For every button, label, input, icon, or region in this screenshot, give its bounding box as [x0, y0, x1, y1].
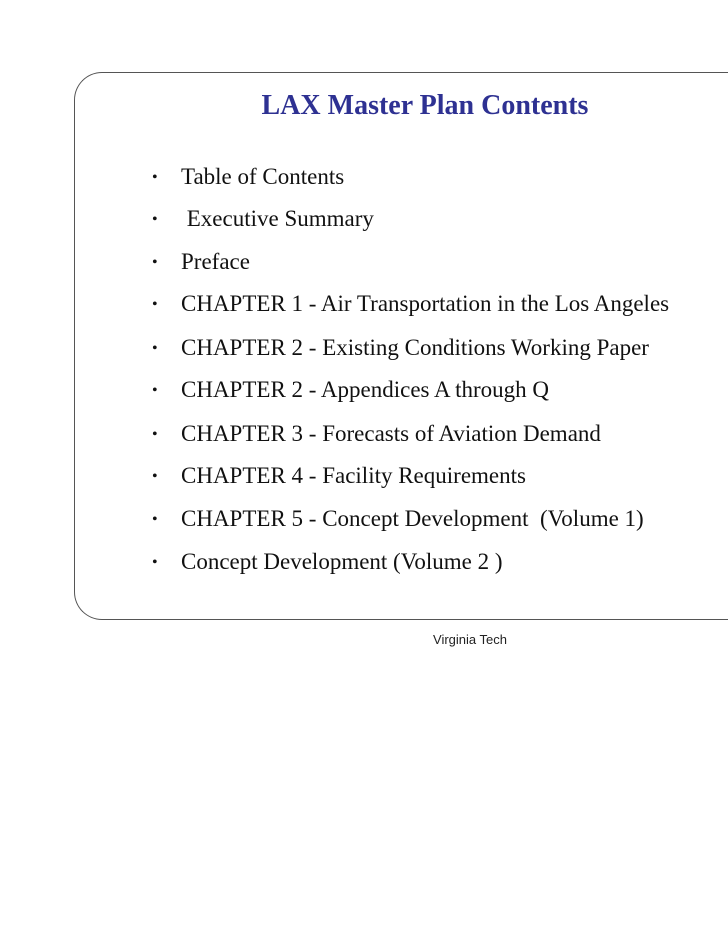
list-item-text: CHAPTER 1 - Air Transportation in the Los Angeles	[181, 291, 670, 316]
list-item	[152, 246, 728, 278]
bullet-icon: •	[152, 254, 158, 271]
bullet-icon: •	[152, 169, 158, 186]
list-item	[152, 460, 728, 492]
list-item-text: Table of Contents	[181, 164, 345, 189]
list-item-text: Concept Development (Volume 2 )	[181, 549, 503, 574]
list-item	[152, 503, 728, 535]
list-item	[152, 203, 728, 235]
bullet-icon: •	[152, 554, 158, 571]
list-item	[152, 374, 728, 406]
list-item-text: CHAPTER 2 - Appendices A through Q	[181, 377, 549, 402]
bullet-icon: •	[152, 296, 158, 313]
bullet-icon: •	[152, 211, 158, 228]
list-item-text: CHAPTER 2 - Existing Conditions Working Paper	[181, 335, 649, 360]
list-item-text: CHAPTER 3 - Forecasts of Aviation Demand	[181, 421, 601, 446]
list-item	[152, 418, 728, 450]
list-item-text: Preface	[181, 249, 250, 274]
list-item	[152, 288, 728, 320]
list-item-text: CHAPTER 5 - Concept Development (Volume 1)	[181, 506, 644, 531]
bullet-icon: •	[152, 468, 158, 485]
bullet-icon: •	[152, 511, 158, 528]
list-item	[152, 332, 728, 364]
list-item-text: Executive Summary	[181, 206, 374, 231]
slide-title: LAX Master Plan Contents	[261, 90, 589, 121]
bullet-icon: •	[152, 426, 158, 443]
bullet-icon: •	[152, 382, 158, 399]
list-item-text: CHAPTER 4 - Facility Requirements	[181, 463, 526, 488]
list-item	[152, 161, 728, 193]
bullet-icon: •	[152, 340, 158, 357]
footer-text: Virginia Tech	[433, 632, 507, 647]
list-item	[152, 546, 728, 578]
